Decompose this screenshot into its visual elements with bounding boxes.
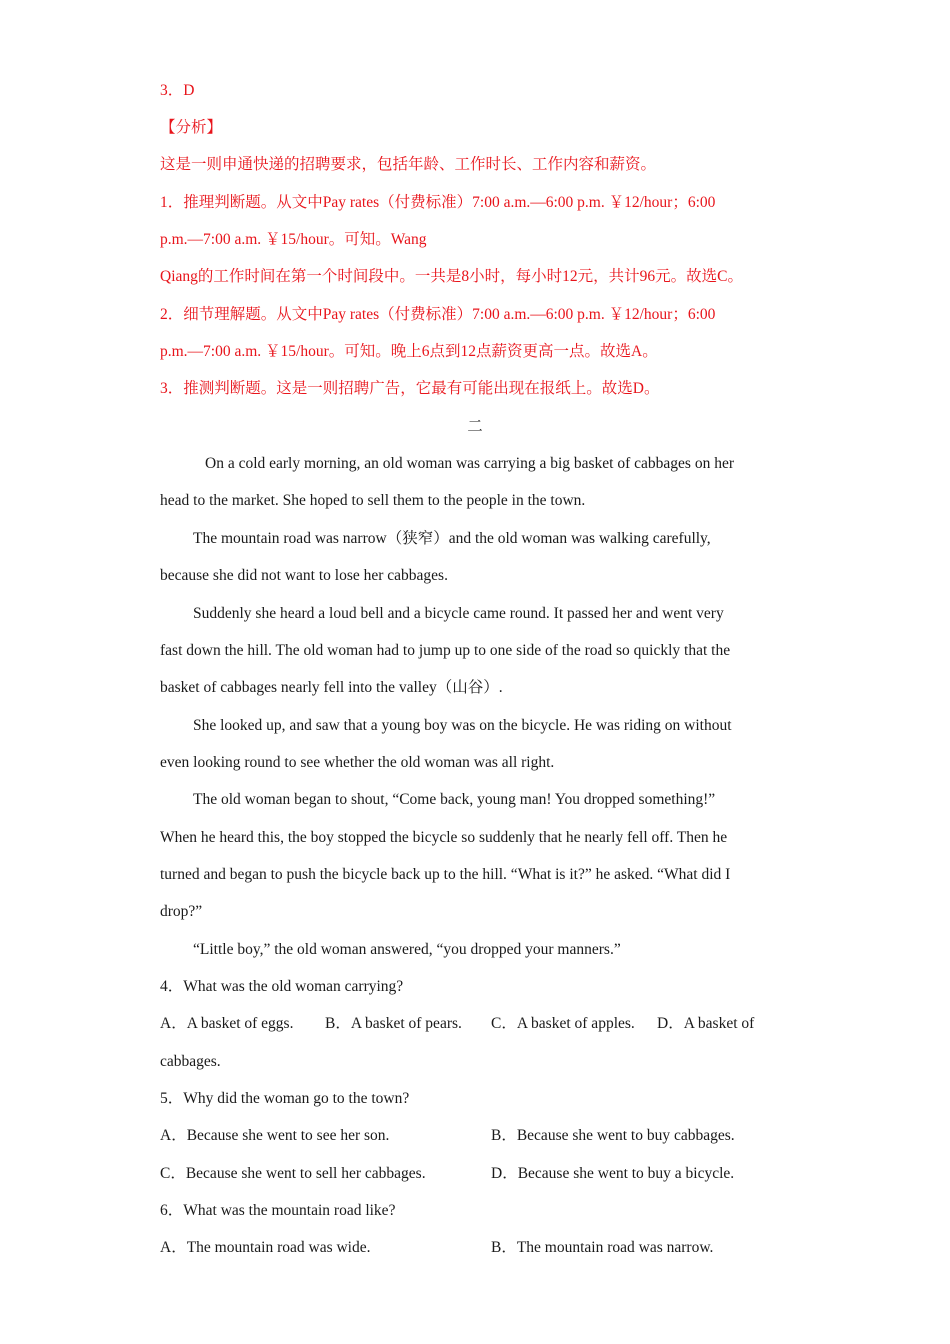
passage-p1-line2: head to the market. She hoped to sell them to the people in the town.: [160, 492, 586, 509]
question-4-option-c: C．A basket of apples.: [491, 1015, 635, 1032]
question-6-option-a: A．The mountain road was wide.: [160, 1239, 371, 1256]
question-5-option-b: B．Because she went to buy cabbages.: [491, 1127, 735, 1144]
analysis-q2-line2: p.m.—7:00 a.m. ￥15/hour。可知。晚上6点到12点薪资更高一点。故选A。: [160, 343, 658, 360]
passage-p4-line2: even looking round to see whether the old woman was all right.: [160, 754, 555, 771]
passage-p2-line2: because she did not want to lose her cabbages.: [160, 567, 448, 584]
question-5-option-c: C．Because she went to sell her cabbages.: [160, 1165, 426, 1182]
question-6: 6．What was the mountain road like?: [160, 1202, 396, 1219]
analysis-q3-line1: 3．推测判断题。这是一则招聘广告，它最有可能出现在报纸上。故选D。: [160, 380, 660, 397]
question-4-option-d: D．A basket of: [657, 1015, 755, 1032]
question-6-option-b: B．The mountain road was narrow.: [491, 1239, 714, 1256]
section-title: 二: [467, 418, 483, 435]
answer-3: 3．D: [160, 82, 195, 99]
passage-p3-line1: Suddenly she heard a loud bell and a bicycle came round. It passed her and went very: [193, 605, 724, 622]
passage-p3-line2: fast down the hill. The old woman had to jump up to one side of the road so quickly that the: [160, 642, 731, 659]
analysis-intro: 这是一则申通快递的招聘要求，包括年龄、工作时长、工作内容和薪资。: [160, 156, 657, 173]
question-4: 4．What was the old woman carrying?: [160, 978, 404, 995]
passage-p4-line1: She looked up, and saw that a young boy was on the bicycle. He was riding on without: [193, 717, 732, 734]
analysis-heading: 【分析】: [160, 119, 223, 136]
passage-p3-line3: basket of cabbages nearly fell into the valley（山谷）.: [160, 679, 503, 696]
passage-p5-line4: drop?”: [160, 903, 203, 920]
passage-p1-line1: On a cold early morning, an old woman was carrying a big basket of cabbages on her: [205, 455, 734, 472]
question-4-option-b: B．A basket of pears.: [325, 1015, 462, 1032]
analysis-q1-line3: Qiang的工作时间在第一个时间段中。一共是8小时，每小时12元，共计96元。故选C。: [160, 268, 743, 285]
passage-p2-line1: The mountain road was narrow（狭窄）and the old woman was walking carefully,: [193, 530, 711, 547]
question-4-option-d-cont: cabbages.: [160, 1053, 221, 1070]
analysis-q1-line2: p.m.—7:00 a.m. ￥15/hour。可知。Wang: [160, 231, 427, 248]
question-5: 5．Why did the woman go to the town?: [160, 1090, 410, 1107]
passage-p5-line1: The old woman began to shout, “Come back, young man! You dropped something!”: [193, 791, 716, 808]
question-5-option-d: D．Because she went to buy a bicycle.: [491, 1165, 735, 1182]
analysis-q2-line1: 2．细节理解题。从文中Pay rates（付费标准）7:00 a.m.—6:00 p.m. ￥12/hour；6:00: [160, 306, 716, 323]
passage-p6-line1: “Little boy,” the old woman answered, “you dropped your manners.”: [193, 941, 621, 958]
analysis-q1-line1: 1．推理判断题。从文中Pay rates（付费标准）7:00 a.m.—6:00 p.m. ￥12/hour；6:00: [160, 194, 716, 211]
question-4-option-a: A．A basket of eggs.: [160, 1015, 294, 1032]
passage-p5-line2: When he heard this, the boy stopped the bicycle so suddenly that he nearly fell off. Then he: [160, 829, 728, 846]
question-5-option-a: A．Because she went to see her son.: [160, 1127, 390, 1144]
passage-p5-line3: turned and began to push the bicycle back up to the hill. “What is it?” he asked. “What did I: [160, 866, 731, 883]
